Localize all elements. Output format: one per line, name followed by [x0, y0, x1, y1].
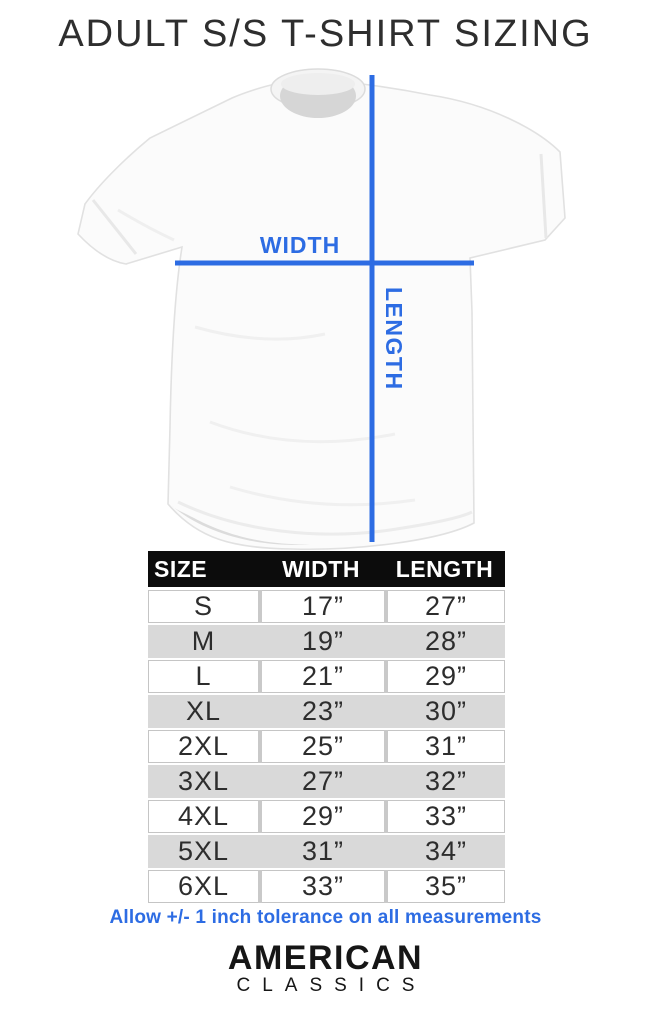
page-title: ADULT S/S T-SHIRT SIZING — [58, 13, 593, 55]
length-cell: 28” — [388, 625, 505, 658]
tolerance-note: Allow +/- 1 inch tolerance on all measurements — [109, 907, 542, 928]
brand-name-american: AMERICAN — [227, 939, 424, 977]
column-header-size: SIZE — [154, 555, 208, 582]
width-cell: 31” — [262, 835, 384, 868]
width-cell: 23” — [262, 695, 384, 728]
table-row — [148, 660, 505, 693]
width-label: WIDTH — [259, 232, 341, 258]
tshirt-body — [78, 77, 565, 549]
width-cell: 27” — [262, 765, 384, 798]
column-header-width: WIDTH — [282, 555, 360, 582]
size-cell: S — [148, 590, 258, 623]
table-row — [148, 765, 505, 798]
brand-logo — [0, 941, 651, 996]
size-cell: 6XL — [148, 870, 258, 903]
tshirt-diagram — [60, 62, 592, 554]
length-cell: 35” — [388, 870, 505, 903]
table-row — [148, 800, 505, 833]
width-cell: 17” — [262, 590, 384, 623]
table-row — [148, 695, 505, 728]
sizing-table — [148, 551, 505, 903]
column-header-length: LENGTH — [395, 555, 494, 582]
width-cell: 25” — [262, 730, 384, 763]
table-row — [148, 590, 505, 623]
width-cell: 21” — [262, 660, 384, 693]
table-row — [148, 625, 505, 658]
length-cell: 30” — [388, 695, 505, 728]
size-cell: 2XL — [148, 730, 258, 763]
length-label: LENGTH — [381, 287, 407, 391]
width-cell: 19” — [262, 625, 384, 658]
size-cell: 4XL — [148, 800, 258, 833]
size-cell: 5XL — [148, 835, 258, 868]
table-row — [148, 730, 505, 763]
width-cell: 33” — [262, 870, 384, 903]
collar-back — [281, 73, 355, 95]
table-header-row — [148, 551, 505, 587]
size-cell: L — [148, 660, 258, 693]
tshirt-illustration — [60, 62, 592, 554]
length-cell: 34” — [388, 835, 505, 868]
size-cell: M — [148, 625, 258, 658]
size-cell: 3XL — [148, 765, 258, 798]
width-cell: 29” — [262, 800, 384, 833]
table-row — [148, 870, 505, 903]
length-cell: 33” — [388, 800, 505, 833]
size-cell: XL — [148, 695, 258, 728]
length-cell: 29” — [388, 660, 505, 693]
table-row — [148, 835, 505, 868]
brand-name-classics: CLASSICS — [236, 975, 427, 996]
length-cell: 32” — [388, 765, 505, 798]
length-cell: 27” — [388, 590, 505, 623]
length-cell: 31” — [388, 730, 505, 763]
